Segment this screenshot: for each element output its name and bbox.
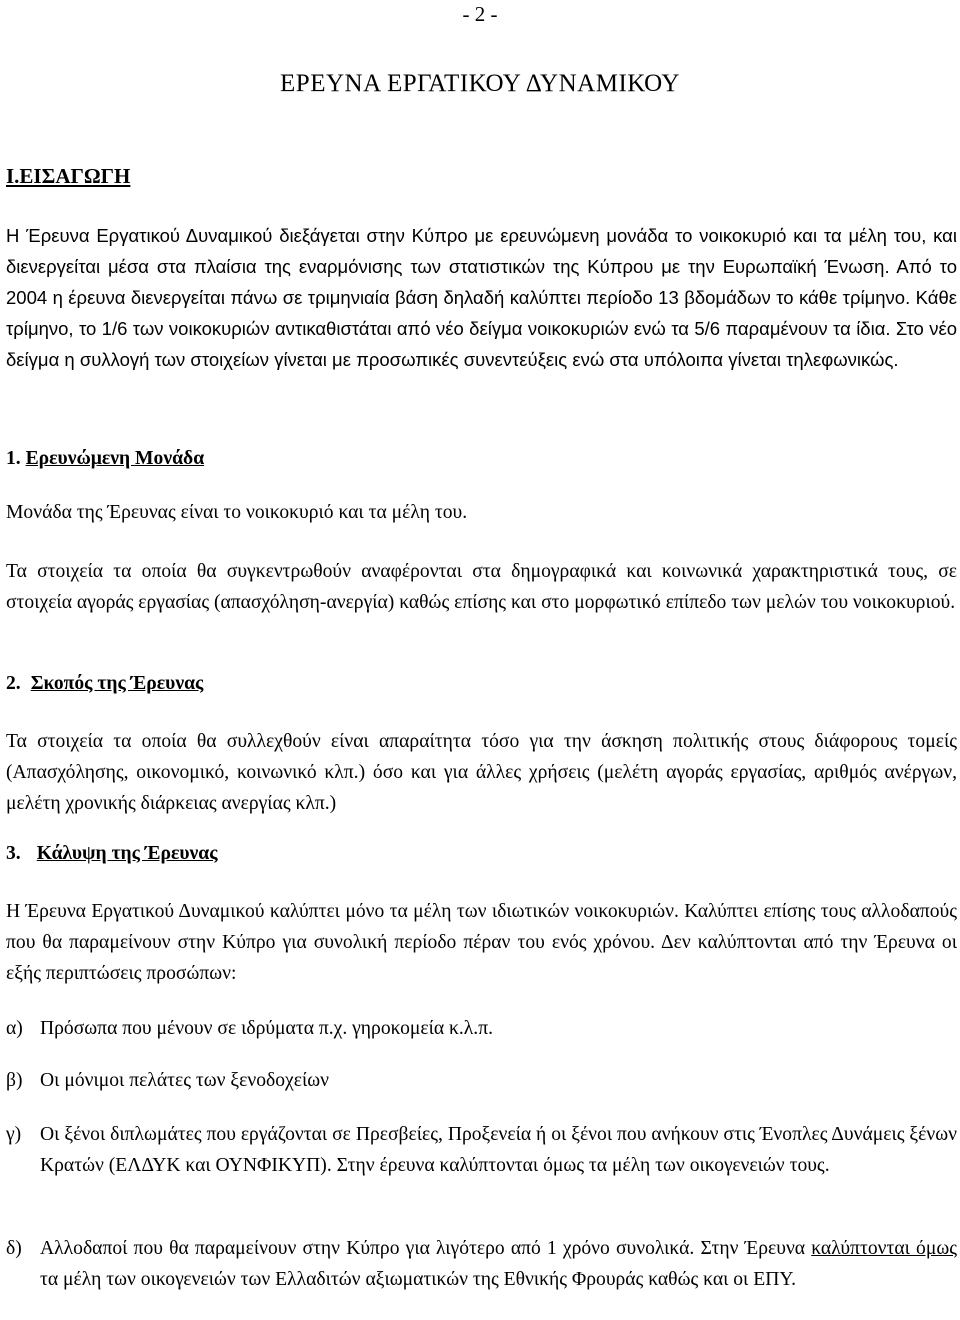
subsection-2-heading <box>6 673 203 695</box>
list-item-marker: δ) <box>6 1238 22 1259</box>
document-title: ΕΡΕΥΝΑ ΕΡΓΑΤΙΚΟΥ ΔΥΝΑΜΙΚΟΥ <box>280 70 680 97</box>
list-item <box>6 1065 957 1096</box>
list-item-text-part: Αλλοδαποί που θα παραμείνουν στην Κύπρο για λιγότερο από 1 χρόνο συνολικά. Στην Έρευνα <box>40 1238 812 1259</box>
subsection-3-title: Κάλυψη της Έρευνας <box>36 843 218 864</box>
list-item-text-part: τα μέλη των οικογενειών των Ελλαδιτών αξιωματικών της Εθνικής Φρουράς καθώς και οι ΕΠΥ. <box>40 1269 796 1290</box>
list-item-marker: α) <box>6 1018 23 1039</box>
subsection-1-paragraph-1: Μονάδα της Έρευνας είναι το νοικοκυριό και τα μέλη του. <box>6 502 468 523</box>
intro-paragraph: Η Έρευνα Εργατικού Δυναμικού διεξάγεται στην Κύπρο με ερευνώμενη μονάδα το νοικοκυριό και τα μέλη του, και διενεργείται μέσα στα πλαίσια της εναρμόνισης των στατιστικών της Κύπρου με την Ευρωπαϊκή Ένωση. Από το 2004 η έρευνα διενεργείται πάνω σε τριμηνιαία βάση δηλαδή καλύπτει περίοδο 13 βδομάδων το κάθε τρίμηνο. Κάθε τρίμηνο, το 1/6 των νοικοκυριών αντικαθιστάται από νέο δείγμα νοικοκυριών ενώ τα 5/6 παραμένουν τα ίδια. Στο νέο δείγμα η συλλογή των στοιχείων γίνεται με προσωπικές συνεντεύξεις ενώ στα υπόλοιπα γίνεται τηλεφωνικώς. <box>6 225 957 370</box>
list-item <box>6 1013 957 1044</box>
subsection-3-paragraph: Η Έρευνα Εργατικού Δυναμικού καλύπτει μόνο τα μέλη των ιδιωτικών νοικοκυριών. Καλύπτει επίσης τους αλλοδαπούς που θα παραμείνουν στην Κύπρο για συνολική περίοδο πέραν του ενός χρόνου. Δεν καλύπτονται από την Έρευνα οι εξής περιπτώσεις προσώπων: <box>6 901 957 984</box>
subsection-1-paragraph-2: Τα στοιχεία τα οποία θα συγκεντρωθούν αναφέρονται στα δημογραφικά και κοινωνικά χαρακτηριστικά τους, σε στοιχεία αγοράς εργασίας (απασχόληση-ανεργία) καθώς επίσης και στο μορφωτικό επίπεδο των μελών του νοικοκυριού. <box>6 561 957 613</box>
section-heading-introduction: Ι.ΕΙΣΑΓΩΓΗ <box>6 164 131 188</box>
list-item-marker: β) <box>6 1070 23 1091</box>
subsection-1-heading <box>6 448 204 470</box>
subsection-3-number: 3. <box>6 843 21 864</box>
list-item-text: Οι ξένοι διπλωμάτες που εργάζονται σε Πρεσβείες, Προξενεία ή οι ξένοι που ανήκουν στις Ένοπλες Δυνάμεις ξένων Κρατών (ΕΛΔΥΚ και ΟΥΝΦΙΚΥΠ). Στην έρευνα καλύπτονται όμως τα μέλη των οικογενειών τους. <box>40 1124 957 1176</box>
subsection-2-title: Σκοπός της Έρευνας <box>30 673 204 694</box>
subsection-2-number: 2. <box>6 673 21 694</box>
subsection-1-title: Ερευνώμενη Μονάδα <box>25 448 205 469</box>
page-number: - 2 - <box>462 2 498 26</box>
subsection-1-number: 1. <box>6 448 21 469</box>
list-item-text <box>40 1233 957 1295</box>
subsection-2-paragraph: Τα στοιχεία τα οποία θα συλλεχθούν είναι απαραίτητα τόσο για την άσκηση πολιτικής στους διάφορους τομείς (Απασχόλησης, οικονομικό, κοινωνικό κλπ.) όσο και για άλλες χρήσεις (μελέτη αγοράς εργασίας, αριθμός ανέργων, μελέτη χρονικής διάρκειας ανεργίας κλπ.) <box>6 731 957 814</box>
list-item-text: Πρόσωπα που μένουν σε ιδρύματα π.χ. γηροκομεία κ.λ.π. <box>40 1018 493 1039</box>
subsection-3-heading <box>6 843 218 865</box>
list-item <box>6 1233 957 1295</box>
underlined-phrase: καλύπτονται όμως <box>811 1238 957 1259</box>
list-item-text: Οι μόνιμοι πελάτες των ξενοδοχείων <box>40 1070 329 1091</box>
list-item <box>6 1119 957 1181</box>
list-item-marker: γ) <box>6 1124 22 1145</box>
